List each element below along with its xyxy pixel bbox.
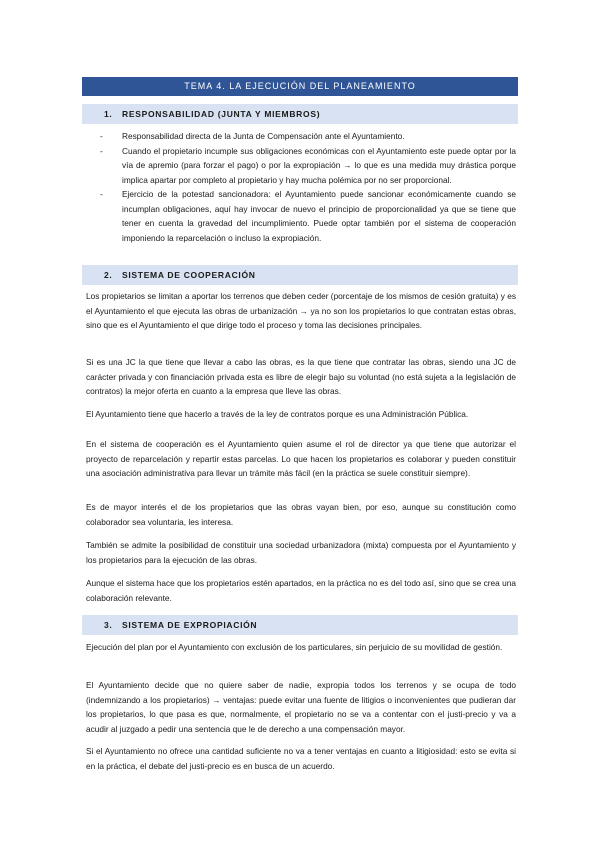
paragraph: Es de mayor interés el de los propietarios que las obras vayan bien, por eso, aunque su constitución como colaborador sea voluntaria, les interesa. bbox=[86, 502, 516, 527]
paragraph: En el sistema de cooperación es el Ayuntamiento quien asume el rol de director ya que tiene que autorizar el proyecto de reparcelación y repartir estas parcelas. Lo que hacen los propietarios es colaborar y pueden constituir una asociación administrativa para llevar un trámite más fácil (en la práctica se suele constituir siempre). bbox=[86, 439, 516, 478]
bullet-text: Ejercicio de la potestad sancionadora: el Ayuntamiento puede sancionar económicamente cuando se incumplan obligaciones, aquí hay invocar de nuevo el principio de proporcionalidad ya que se tiene que tener en cuenta la gravedad del incumplimiento. Puede optar también por el sistema de cooperación imponiendo la reparcelación o incluso la expropiación. bbox=[122, 189, 516, 243]
list-item: - Responsabilidad directa de la Junta de Compensación ante el Ayuntamiento. bbox=[100, 131, 405, 141]
paragraph: Si es una JC la que tiene que llevar a cabo las obras, es la que tiene que contratar las obras, siendo una JC de carácter privada y con financiación privada esta es libre de elegir bajo su voluntad (no está sujeta a la legislación de contratos) la mejor oferta en cuanto a la empresa que lleve las obras. bbox=[86, 357, 516, 396]
paragraph: El Ayuntamiento decide que no quiere saber de nadie, expropia todos los terrenos y se ocupa de todo (indemnizando a los propietarios) → ventajas: puede evitar una fuente de litigios o inconvenientes que pudieran dar los propietarios, lo que pasa es que, normalmente, el propietario no se va a contentar con el justi-precio y va a acudir al juzgado a pedir una sentencia que le de derecho a una compensación mayor. bbox=[86, 680, 516, 734]
paragraph: El Ayuntamiento tiene que hacerlo a través de la ley de contratos porque es una Administración Pública. bbox=[86, 409, 469, 419]
bullet-text: Responsabilidad directa de la Junta de Compensación ante el Ayuntamiento. bbox=[122, 131, 405, 141]
section-header-expropiacion bbox=[82, 615, 518, 635]
list-item: - Cuando el propietario incumple sus obligaciones económicas con el Ayuntamiento este puede optar por la vía de apremio (para forzar el pago) o por la expropiación → lo que es una medida muy drástica porque implica apartar por completo al propietario y hay mucha polémica por no ser proporcional. bbox=[100, 145, 516, 185]
paragraph: Los propietarios se limitan a aportar los terrenos que deben ceder (porcentaje de los mismos de cesión gratuita) y es el Ayuntamiento el que ejecuta las obras de urbanización → ya no son los propietarios lo que contratan estas obras, sino que es el Ayuntamiento el que dirige todo el proceso y toma las decisiones principales. bbox=[86, 291, 516, 330]
paragraph: Si el Ayuntamiento no ofrece una cantidad suficiente no va a tener ventajas en cuanto a litigiosidad: esto se evita si en la práctica, el debate del justi-precio es en busca de un acuerdo. bbox=[86, 746, 516, 771]
section-title: SISTEMA DE COOPERACIÓN bbox=[122, 270, 256, 280]
paragraph: También se admite la posibilidad de constituir una sociedad urbanizadora (mixta) compuesta por el Ayuntamiento y los propietarios para la ejecución de las obras. bbox=[86, 540, 516, 565]
section-number: 1. bbox=[104, 109, 113, 119]
paragraph: Ejecución del plan por el Ayuntamiento con exclusión de los particulares, sin perjuicio de su movilidad de gestión. bbox=[86, 642, 503, 652]
section-title: SISTEMA DE EXPROPIACIÓN bbox=[122, 620, 258, 630]
section-number: 3. bbox=[104, 620, 113, 630]
section-header-responsabilidad bbox=[82, 104, 518, 124]
bullet-text: Cuando el propietario incumple sus obligaciones económicas con el Ayuntamiento este puede optar por la vía de apremio (para forzar el pago) o por la expropiación → lo que es una medida muy drástica porque implica apartar por completo al propietario y hay mucha polémica por no ser proporcional. bbox=[122, 145, 516, 185]
section-header-cooperacion bbox=[82, 265, 518, 285]
page-title: TEMA 4. LA EJECUCIÓN DEL PLANEAMIENTO bbox=[82, 77, 518, 96]
list-item: - Ejercicio de la potestad sancionadora: el Ayuntamiento puede sancionar económicamente cuando se incumplan obligaciones, aquí hay invocar de nuevo el principio de proporcionalidad ya que se tiene que tener en cuenta la gravedad del incumplimiento. Puede optar también por el sistema de cooperación imponiendo la reparcelación o incluso la expropiación. bbox=[100, 189, 516, 243]
paragraph: Aunque el sistema hace que los propietarios estén apartados, en la práctica no es del todo así, sino que se crea una colaboración relevante. bbox=[86, 578, 516, 603]
section-number: 2. bbox=[104, 270, 113, 280]
bullet-list bbox=[100, 129, 516, 245]
section-title: RESPONSABILIDAD (JUNTA Y MIEMBROS) bbox=[122, 109, 321, 119]
